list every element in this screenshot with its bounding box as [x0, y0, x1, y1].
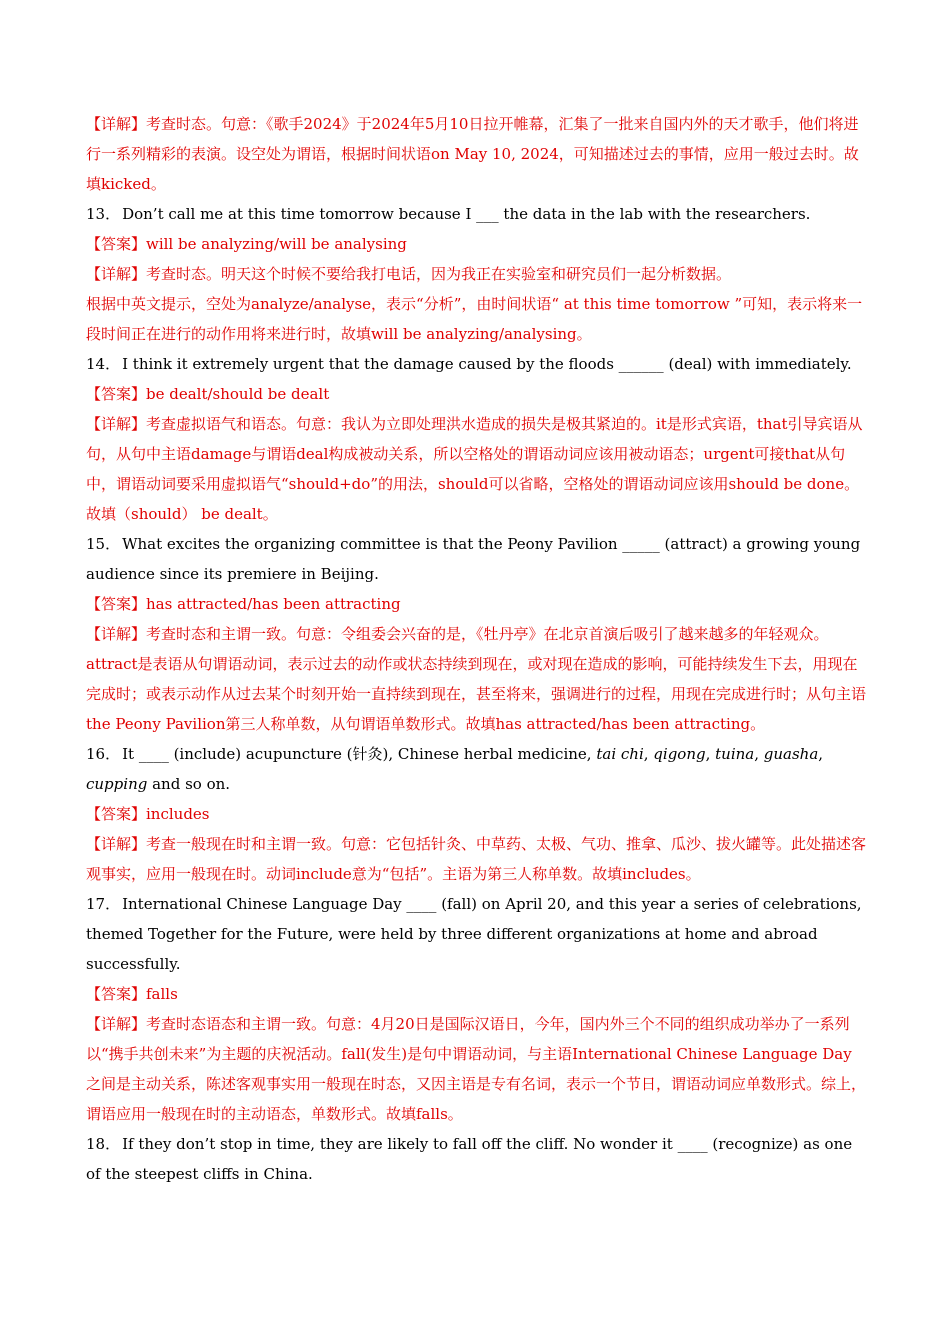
detail-12: 【详解】考查时态。句意：《歌手2024》于2024年5月10日拉开帷幕，汇集了一批来自国内外的天才歌手，他们将进行一系列精彩的表演。设空处为谓语，根据时间状语on May 10, 2024，可知描述过去的事情，应用一般过去时。故填kicked。	[86, 115, 859, 193]
detail-13a: 【详解】考查时态。明天这个时候不要给我打电话，因为我正在实验室和研究员们一起分析数据。	[86, 265, 732, 283]
question-number: 17．	[86, 895, 121, 913]
term-cupping: cupping	[86, 775, 148, 793]
detail-16: 【详解】考查一般现在时和主谓一致。句意：它包括针灸、中草药、太极、气功、推拿、瓜沙、拔火罐等。此处描述客观事实，应用一般现在时。动词include意为“包括”。主语为第三人称单数。故填includes。	[86, 835, 867, 883]
question-text: If they don’t stop in time, they are likely to fall off the cliff. No wonder it ____ (recognize) as one of the steepest cliffs in China.	[86, 1135, 853, 1183]
question-number: 18．	[86, 1135, 121, 1153]
question-number: 16．	[86, 745, 121, 763]
question-text: Don’t call me at this time tomorrow because I ___ the data in the lab with the researchers.	[122, 205, 811, 223]
answer-14: 【答案】be dealt/should be dealt	[86, 385, 330, 403]
question-text: I think it extremely urgent that the damage caused by the floods ______ (deal) with immediately.	[122, 355, 852, 373]
question-18	[86, 1129, 866, 1189]
answer-15: 【答案】has attracted/has been attracting	[86, 595, 401, 613]
document-page	[86, 109, 866, 1189]
separator: ,	[754, 745, 764, 763]
question-14	[86, 349, 866, 379]
question-number: 13．	[86, 205, 121, 223]
term-qigong: qigong	[653, 745, 706, 763]
term-tuina: tuina	[715, 745, 755, 763]
question-text-pre: It ____ (include) acupuncture (针灸), Chinese herbal medicine,	[122, 745, 597, 763]
separator: ,	[643, 745, 654, 763]
answer-13: 【答案】will be analyzing/will be analysing	[86, 235, 407, 253]
detail-14: 【详解】考查虚拟语气和语态。句意：我认为立即处理洪水造成的损失是极其紧迫的。it是形式宾语，that引导宾语从句，从句中主语damage与谓语deal构成被动关系，所以空格处的谓语动词应该用被动语态；urgent可接that从句中，谓语动词要采用虚拟语气“should+do”的用法，should可以省略，空格处的谓语动词应该用should be done。故填（should） be dealt。	[86, 415, 863, 523]
separator: ,	[705, 745, 716, 763]
detail-17: 【详解】考查时态语态和主谓一致。句意：4月20日是国际汉语日，今年，国内外三个不同的组织成功举办了一系列以“携手共创未来”为主题的庆祝活动。fall(发生)是句中谓语动词，与主语International Chinese Language Day之间是主动关系，陈述客观事实用一般现在时态，又因主语是专有名词，表示一个节日，谓语动词应单数形式。综上，谓语应用一般现在时的主动语态，单数形式。故填falls。	[86, 1015, 867, 1123]
question-15	[86, 529, 866, 589]
question-16	[86, 739, 866, 799]
question-17	[86, 889, 866, 979]
question-text-post: and so on.	[147, 775, 231, 793]
question-text: What excites the organizing committee is that the Peony Pavilion _____ (attract) a growing young audience since its premiere in Beijing.	[86, 535, 861, 583]
question-number: 15．	[86, 535, 121, 553]
question-13	[86, 199, 866, 229]
term-tai-chi: tai chi	[596, 745, 644, 763]
separator: ,	[818, 745, 824, 763]
answer-16: 【答案】includes	[86, 805, 210, 823]
detail-15: 【详解】考查时态和主谓一致。句意：令组委会兴奋的是，《牡丹亭》在北京首演后吸引了越来越多的年轻观众。attract是表语从句谓语动词，表示过去的动作或状态持续到现在，或对现在造成的影响，可能持续发生下去，用现在完成时；或表示动作从过去某个时刻开始一直持续到现在，甚至将来，强调进行的过程，用现在完成进行时；从句主语the Peony Pavilion第三人称单数，从句谓语单数形式。故填has attracted/has been attracting。	[86, 625, 867, 733]
question-number: 14．	[86, 355, 121, 373]
term-guasha: guasha	[763, 745, 819, 763]
answer-17: 【答案】falls	[86, 985, 178, 1003]
question-text: International Chinese Language Day ____ (fall) on April 20, and this year a series of celebrations, themed Together for the Future, were held by three different organizations at home and abroad successfully.	[86, 895, 862, 973]
detail-13b: 根据中英文提示，空处为analyze/analyse，表示“分析”，由时间状语“ at this time tomorrow ”可知，表示将来一段时间正在进行的动作用将来进行时，故填will be analyzing/analysing。	[86, 295, 863, 343]
